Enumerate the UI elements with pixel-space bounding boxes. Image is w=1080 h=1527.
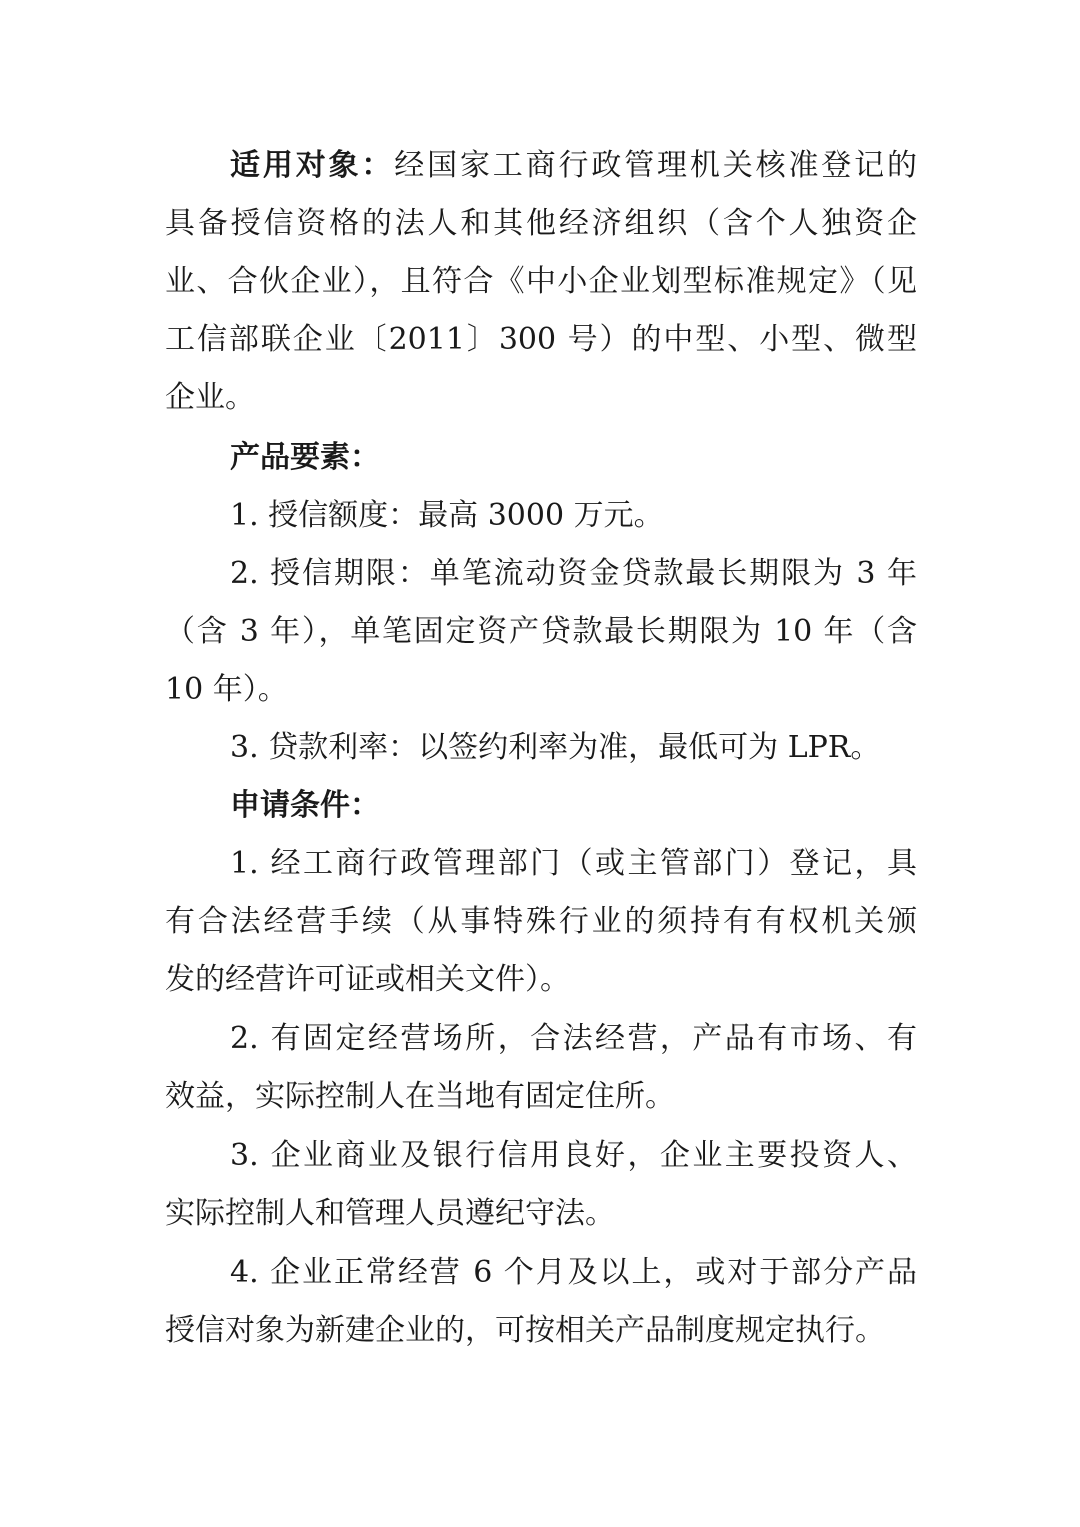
scope-line-2: 具备授信资格的法人和其他经济组织（含个人独资企 <box>165 206 917 241</box>
product-item-2-line-3: 10 年）。 <box>165 672 288 707</box>
product-heading: 产品要素： <box>230 440 380 475</box>
condition-2-line-2: 效益，实际控制人在当地有固定住所。 <box>165 1079 675 1114</box>
scope-line-3: 业、合伙企业），且符合《中小企业划型标准规定》（见 <box>165 264 917 299</box>
condition-4-line-1: 4. 企业正常经营 6 个月及以上，或对于部分产品 <box>230 1255 917 1290</box>
product-item-2-line-1: 2. 授信期限：单笔流动资金贷款最长期限为 3 年 <box>230 556 917 591</box>
scope-paragraph-line-1 <box>230 146 917 186</box>
product-item-1: 1. 授信额度：最高 3000 万元。 <box>230 498 664 533</box>
product-item-2-line-2: （含 3 年），单笔固定资产贷款最长期限为 10 年（含 <box>165 614 917 649</box>
condition-3-line-2: 实际控制人和管理人员遵纪守法。 <box>165 1196 615 1231</box>
condition-3-line-1: 3. 企业商业及银行信用良好，企业主要投资人、 <box>230 1138 917 1173</box>
scope-text: 经国家工商行政管理机关核准登记的 <box>394 148 917 183</box>
conditions-heading: 申请条件： <box>230 788 380 823</box>
condition-4-line-2: 授信对象为新建企业的，可按相关产品制度规定执行。 <box>165 1313 885 1348</box>
product-item-3: 3. 贷款利率：以签约利率为准，最低可为 LPR。 <box>230 730 881 765</box>
condition-1-line-2: 有合法经营手续（从事特殊行业的须持有有权机关颁 <box>165 904 917 939</box>
condition-1-line-1: 1. 经工商行政管理部门（或主管部门）登记，具 <box>230 846 917 881</box>
condition-2-line-1: 2. 有固定经营场所，合法经营，产品有市场、有 <box>230 1021 917 1056</box>
scope-line-5: 企业。 <box>165 380 255 415</box>
scope-label: 适用对象： <box>230 148 395 183</box>
condition-1-line-3: 发的经营许可证或相关文件）。 <box>165 962 570 997</box>
scope-line-4: 工信部联企业〔2011〕300 号）的中型、小型、微型 <box>165 322 917 357</box>
